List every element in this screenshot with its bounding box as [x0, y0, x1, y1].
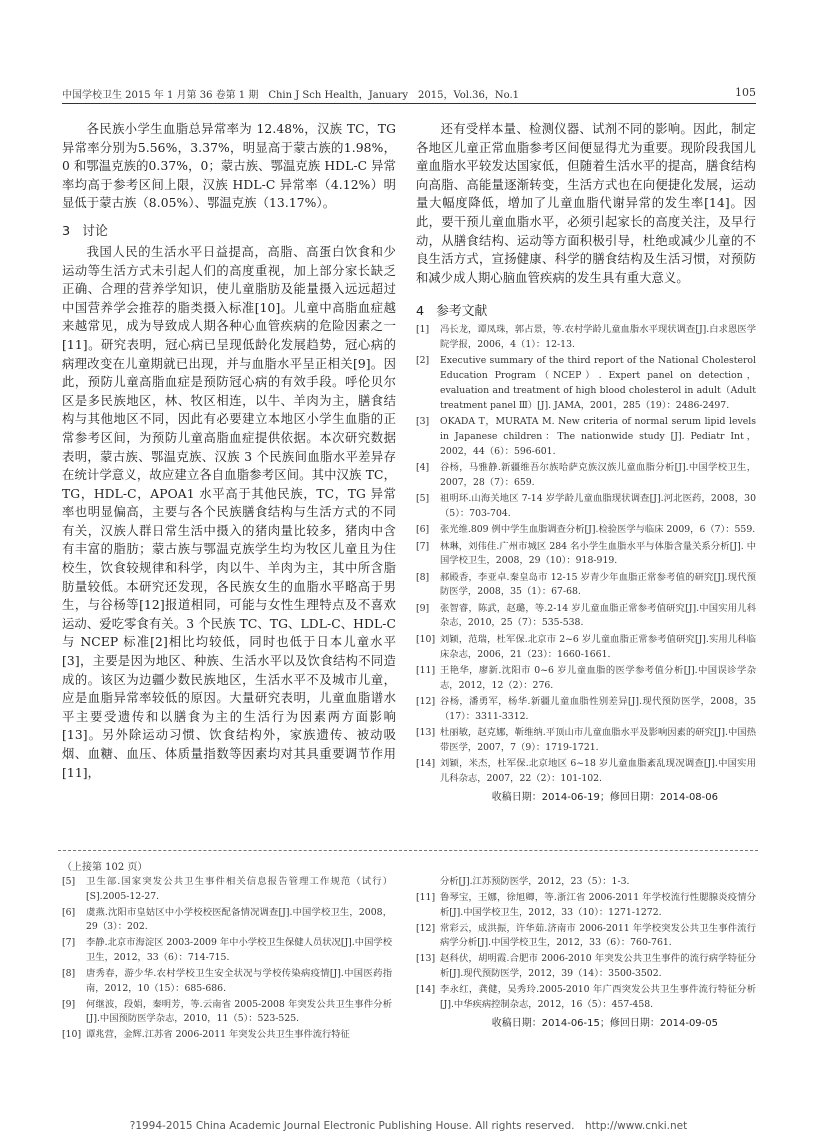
reference-number: [11] — [416, 892, 436, 904]
reference-text: 刘颖，米杰，杜军保.北京地区 6~18 岁儿童血脂紊乱现况调查[J].中国实用儿科杂志，2007，22（2）：101-102. — [440, 758, 756, 784]
reference-item — [416, 664, 756, 694]
reference-item — [416, 757, 756, 787]
reference-number: [9] — [62, 998, 76, 1010]
reference-item — [416, 922, 756, 951]
reference-text: 李静.北京市海淀区 2003-2009 年中小学校卫生保健人员状况[J].中国学校卫生，2012，33（6）：714-715. — [86, 937, 392, 963]
bottom-left-column — [62, 875, 392, 1110]
reference-list-continued — [416, 875, 756, 1012]
reference-number: [9] — [416, 602, 430, 614]
reference-item — [416, 726, 756, 756]
section-divider — [58, 850, 758, 851]
reference-text: 祖明环.山海关地区 7-14 岁学龄儿童血脂现状调查[J].河北医药，2008，30（5）：703-704. — [440, 493, 756, 519]
reference-number: [14] — [416, 984, 436, 996]
discussion-paragraph-continued: 还有受样本量、检测仪器、试剂不同的影响。因此，制定各地区儿童正常血脂参考区间便显得尤为重要。现阶段我国儿童血脂水平较发达国家低，但随着生活水平的提高，膳食结构向高脂、高能量逐渐转变，生活方式也在向便捷化发展，运动量大幅度降低，增加了儿童血脂代谢异常的发生率[14]。因此，要干预儿童血脂水平，必须引起家长的高度关注，及早行动，从膳食结构、运动等方面积极引导，杜绝或减少儿童的不良生活方式，宣扬健康、科学的膳食结构及生活习惯，对预防和减少成人期心脑血管疾病的发生具有重大意义。 — [416, 122, 756, 285]
reference-number: [7] — [62, 937, 76, 949]
reference-item — [62, 875, 392, 904]
reference-text: 虞燕.沈阳市皇姑区中小学校校医配备情况调查[J].中国学校卫生，2008，29（3）：202. — [86, 906, 392, 933]
reference-text: 鲁琴宝，王娜，徐旭卿，等.浙江省 2006-2011 年学校流行性腮腺炎疫情分析[J].中国学校卫生，2012，33（10）：1271-1272. — [440, 892, 756, 918]
reference-text: 王艳华，廖新.沈阳市 0~6 岁儿童血脂的医学参考值分析[J].中国误诊学杂志，2012，12（2）：276. — [440, 664, 756, 691]
reference-text: 郝殿香，李亚卓.秦皇岛市 12-15 岁青少年血脂正常参考值的研究[J].现代预防医学，2008，35（1）：67-68. — [440, 571, 756, 598]
section-heading-references — [416, 303, 756, 321]
reference-text: 张智睿，陈武，赵璐，等.2-14 岁儿童血脂正常参考值研究[J].中国实用儿科杂志，2010，25（7）：535-538. — [440, 602, 756, 629]
discussion-paragraph: 我国人民的生活水平日益提高，高脂、高蛋白饮食和少运动等生活方式未引起人们的高度重视，加上部分家长缺乏正确、合理的营养学知识，使儿童脂肪及能量摄入远远超过中国营养学会推荐的脂类摄入标准[10]。儿童中高脂血症越来越常见，成为导致成人期各种心血管疾病的危险因素之一[11]。研究表明，冠心病已呈现低龄化发展趋势，冠心病的病理改变在儿童期就已出现，并与血脂水平呈正相关[9]。因此，预防儿童高脂血症是预防冠心病的有效手段。呼伦贝尔区是多民族地区，林、牧区相连，以牛、羊肉为主，膳食结构与其他地区不同，因此有必要建立本地区小学生血脂的正常参考区间，为预防儿童高脂血症提供依据。本次研究数据表明，蒙古族、鄂温克族、汉族 3 个民族间血脂水平差异存在统计学意义，故应建立各自血脂参考区间。其中汉族 TC，TG，HDL-C，APOA1 水平高于其他民族，TC，TG 异常率也明显偏高，主要与各个民族膳食结构与生活方式的不同有关，汉族人群日常生活中摄入的猪肉量比较多，猪肉中含有丰富的脂肪；蒙古族与鄂温克族学生均为牧区儿童且为住校生，饮食较规律和科学，肉以牛、羊肉为主，其中所含脂肪量较低。本研究还发现，各民族女生的血脂水平略高于男生，与谷杨等[12]报道相同，可能与女性生理特点及不喜欢运动、爱吃零食有关。3 个民族 TC、TG、LDL-C、HDL-C 与 NCEP 标准[2]相比均较低，同时也低于日本儿童水平[3]，主要是因为地区、种族、生活水平以及饮食结构不同造成的。该区为边疆少数民族地区，生活水平不及城市儿童，应是血脂异常率较低的原因。大量研究表明，儿童血脂谱水平主要受遗传和以膳食为主的生活行为因素两方面影响[13]。另外除运动习惯、饮食结构外，家族遗传、被动吸烟、血糖、血压、体质量指数等因素均对其具重要调节作用[11]， — [62, 244, 396, 780]
reference-number: [10] — [62, 1029, 82, 1041]
reference-number: [13] — [416, 727, 436, 739]
copyright-footer: ?1994-2015 China Academic Journal Electronic Publishing House. All rights reserved. http://www.cnki.net — [129, 1120, 688, 1132]
reference-text: 谷杨，马雅静.新疆维吾尔族哈萨克族汉族儿童血脂分析[J].中国学校卫生，2007，28（7）：659. — [440, 462, 756, 488]
reference-item — [416, 891, 756, 920]
reference-number: [1] — [416, 324, 430, 336]
reference-item — [416, 602, 756, 632]
results-paragraph: 各民族小学生血脂总异常率为 12.48%，汉族 TC，TG 异常率分别为5.56%，3.37%，明显高于蒙古族的1.98%，0 和鄂温克族的0.37%，0；蒙古族、鄂温克族 HDL-C 异常率均高于参考区间上限，汉族 HDL-C 异常率（4.12%）明显低于蒙古族（8.05%）、鄂温克族（13.17%）。 — [62, 122, 396, 211]
reference-number: [14] — [416, 758, 436, 770]
bottom-right-column — [416, 875, 756, 1110]
reference-number: [4] — [416, 462, 430, 474]
reference-item — [62, 1028, 392, 1043]
reference-number: [10] — [416, 633, 436, 645]
continued-label: （上接第 102 页） — [62, 862, 148, 873]
reference-number: [5] — [62, 876, 76, 887]
section-number: 4 — [416, 304, 425, 320]
reference-number: [3] — [416, 416, 430, 428]
reference-number: [7] — [416, 540, 430, 552]
reference-text: 卫生部.国家突发公共卫生事件相关信息报告管理工作规范（试行）[S].2005-12-27. — [86, 876, 392, 902]
reference-text: 何继波，段娟，秦明芳，等.云南省 2005-2008 年突发公共卫生事件分析[J].中国预防医学杂志，2010，11（5）：523-525. — [86, 998, 392, 1025]
reference-item — [416, 875, 756, 890]
reference-text: 林琳，刘伟佳.广州市城区 284 名小学生血脂水平与体脂含量关系分析[J]. 中国学校卫生，2008，29（10）：918-919. — [440, 540, 756, 567]
reference-text: 常彩云，成洪振，许华茹.济南市 2006-2011 年学校突发公共卫生事件流行病学分析[J].中国学校卫生，2012，33（6）：760-761. — [440, 922, 756, 949]
reference-number: [11] — [416, 664, 436, 676]
section-number: 3 — [62, 223, 71, 239]
reference-item — [416, 523, 756, 538]
right-column — [416, 120, 756, 838]
reference-number: [5] — [416, 493, 430, 505]
reference-number: [2] — [416, 355, 430, 367]
reference-item — [416, 983, 756, 1012]
reference-number: [8] — [416, 571, 430, 583]
reference-text: 赵科伏，胡明霞.合肥市 2006-2010 年突发公共卫生事件的流行病学特征分析[J].现代预防医学，2012，39（14）：3500-3502. — [440, 953, 756, 980]
reference-text: 唐秀春，游少华.农村学校卫生安全状况与学校传染病疫情[J].中国医药指南，2012，10（15）：685-686. — [86, 968, 392, 994]
reference-text: Executive summary of the third report of the National Cholesterol Education Program（NCEP）. Expert panel on detection，evaluation and treatment of high blood cholesterol in adult（Adult treatment panel Ⅲ）[J]. JAMA，2001，285（19）：2486-2497. — [440, 355, 756, 411]
running-header — [62, 86, 756, 104]
section-title: 参考文献 — [436, 304, 488, 320]
reference-text: 谷杨，潘勇军，杨华.新疆儿童血脂性别差异[J].现代预防医学，2008，35（17）：3311-3312. — [440, 695, 756, 722]
reference-item — [416, 354, 756, 413]
reference-item — [416, 415, 756, 459]
left-column — [62, 120, 396, 838]
reference-item — [416, 461, 756, 491]
running-head-text: 中国学校卫生 2015 年 1 月第 36 卷第 1 期 Chin J Sch Health，January 2015，Vol.36，No.1 — [62, 90, 520, 101]
reference-item — [416, 492, 756, 522]
reference-text: 杜丽敏，赵克娜，靳维纳.平顶山市儿童血脂水平及影响因素的研究[J].中国热带医学，2007，7（9）：1719-1721. — [440, 727, 756, 753]
reference-item — [416, 323, 756, 353]
reference-number: [12] — [416, 695, 436, 707]
reference-list-continued — [62, 875, 392, 1043]
reference-item — [416, 571, 756, 601]
reference-item — [416, 633, 756, 663]
received-date: 收稿日期：2014-06-15；修回日期：2014-09-05 — [491, 1017, 718, 1029]
received-date: 收稿日期：2014-06-19；修回日期：2014-08-06 — [491, 792, 718, 804]
reference-number: [6] — [62, 906, 76, 918]
reference-number: [8] — [62, 968, 76, 980]
reference-list — [416, 323, 756, 786]
page-number: 105 — [735, 86, 756, 99]
reference-text: 李永红，龚健，吴秀玲.2005-2010 年广西突发公共卫生事件流行特征分析[J].中华疾病控制杂志，2012，16（5）：457-458. — [440, 984, 756, 1010]
reference-number: [12] — [416, 922, 436, 934]
reference-text: OKADA T，MURATA M. New criteria of normal serum lipid levels in Japanese children：The nationwide study [J]. Pediatr Int，2002，44（6）：596-601. — [440, 416, 756, 457]
section-heading-discussion — [62, 223, 396, 241]
reference-text: 分析[J].江苏预防医学，2012，23（5）：1-3. — [440, 876, 630, 887]
reference-number: [6] — [416, 524, 430, 536]
reference-text: 张光维.809 例中学生血脂调查分析[J].检验医学与临床 2009，6（7）：559. — [440, 524, 756, 536]
reference-item — [62, 998, 392, 1027]
reference-item — [416, 952, 756, 981]
reference-item — [62, 967, 392, 996]
reference-item — [62, 936, 392, 965]
section-title: 讨论 — [82, 223, 108, 239]
reference-item — [416, 540, 756, 570]
reference-item — [416, 695, 756, 725]
reference-text: 冯长龙，谭凤珠，郭占景，等.农村学龄儿童血脂水平现状调查[J].白求恩医学院学报，2006，4（1）：12-13. — [440, 324, 756, 351]
reference-text: 刘颖，范瑞，杜军保.北京市 2~6 岁儿童血脂正常参考值研究[J].实用儿科临床杂志，2006，21（23）：1660-1661. — [440, 633, 756, 660]
reference-number: [13] — [416, 953, 436, 965]
reference-text: 谭兆营，金辉.江苏省 2006-2011 年突发公共卫生事件流行特征 — [86, 1029, 350, 1041]
reference-item — [62, 906, 392, 935]
